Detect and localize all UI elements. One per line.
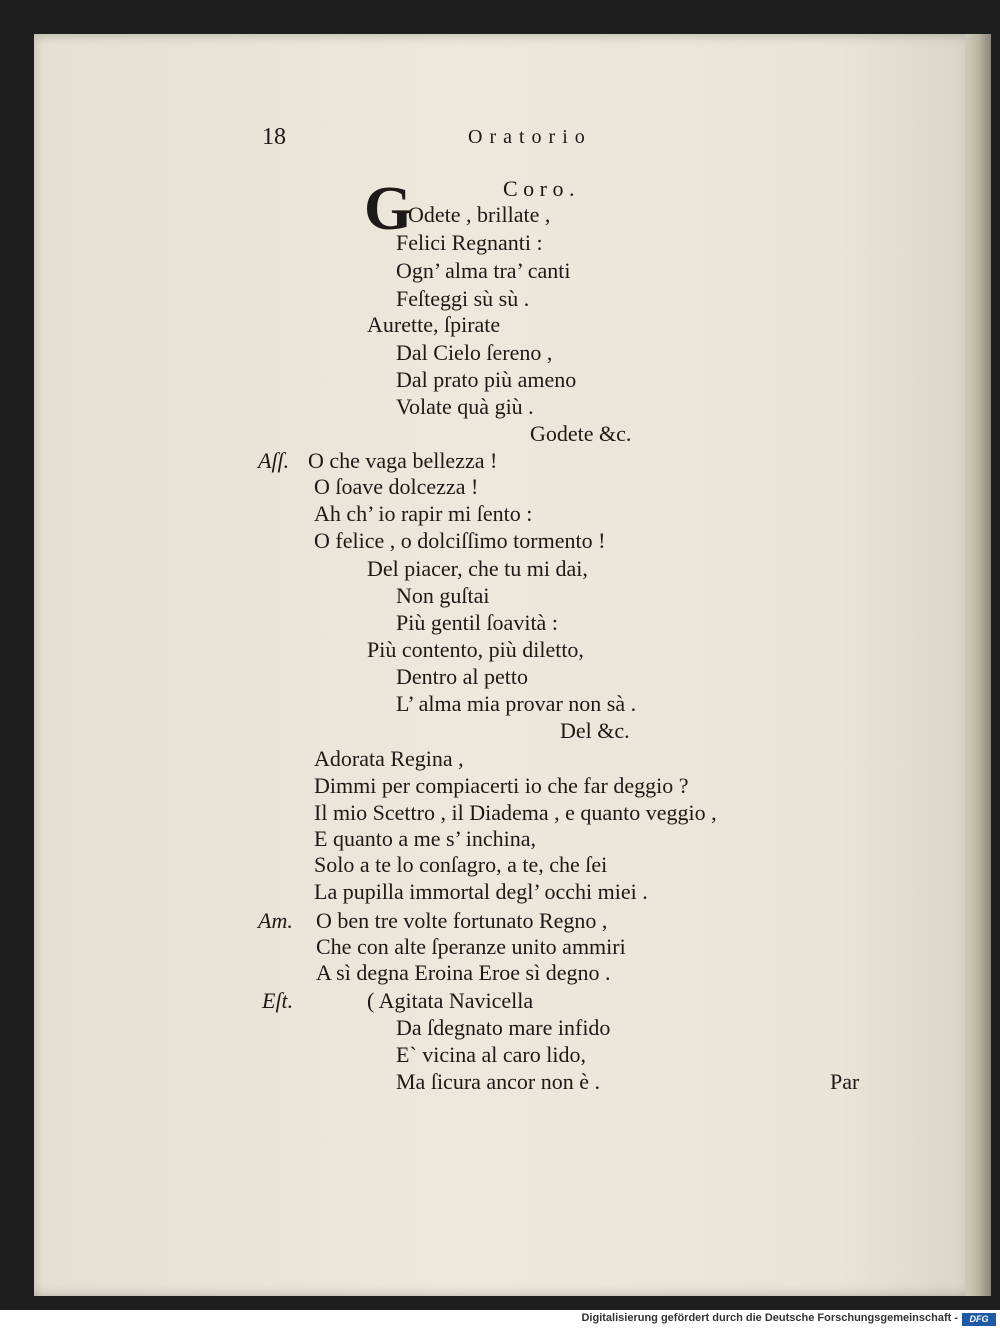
verse-line: O che vaga bellezza !: [308, 448, 498, 473]
verse-line: O ben tre volte fortunato Regno ,: [316, 908, 608, 933]
dfg-logo-icon: DFG: [962, 1313, 996, 1326]
verse-line: Dimmi per compiacerti io che far deggio ?: [314, 773, 689, 798]
verse-line: Ogn’ alma tra’ canti: [396, 258, 571, 283]
verse-line: L’ alma mia provar non sà .: [396, 691, 637, 716]
drop-capital: G: [364, 175, 413, 243]
verse-line: Odete , brillate ,: [408, 202, 551, 227]
verse-line: Dentro al petto: [396, 664, 528, 689]
speaker-label: Aſſ.: [258, 448, 290, 473]
speaker-label: Am.: [258, 908, 293, 933]
page-edge: [965, 34, 991, 1296]
verse-line: Solo a te lo conſagro, a te, che ſei: [314, 852, 608, 877]
verse-line: Il mio Scettro , il Diadema , e quanto veggio ,: [314, 800, 717, 825]
verse-line: Adorata Regina ,: [314, 746, 464, 771]
verse-line: Più contento, più diletto,: [367, 637, 584, 662]
verse-line: Dal prato più ameno: [396, 367, 577, 392]
verse-line: E quanto a me s’ inchina,: [314, 826, 536, 851]
verse-line: Godete &c.: [530, 421, 632, 446]
verse-line: Più gentil ſoavità :: [396, 610, 558, 635]
verse-line: O ſoave dolcezza !: [314, 474, 479, 499]
verse-line: Volate quà giù .: [396, 394, 534, 419]
verse-line: Non guſtai: [396, 583, 490, 608]
footer-bar: [0, 1310, 1000, 1329]
page-number: 18: [262, 124, 286, 150]
verse-line: Felici Regnanti :: [396, 230, 543, 255]
verse-line: Aurette, ſpirate: [367, 312, 501, 337]
verse-line: Da ſdegnato mare infido: [396, 1015, 611, 1040]
chorus-heading: C o r o .: [503, 176, 575, 201]
running-head: O r a t o r i o: [468, 126, 586, 148]
footer-credit: Digitalisierung gefördert durch die Deutsche Forschungsgemeinschaft -: [581, 1312, 958, 1324]
verse-line: Feſteggi sù sù .: [396, 286, 530, 311]
speaker-label: Eſt.: [262, 988, 294, 1013]
verse-line: Del &c.: [560, 718, 630, 743]
verse-line: La pupilla immortal degl’ occhi miei .: [314, 879, 648, 904]
verse-line: A sì degna Eroina Eroe sì degno .: [316, 960, 611, 985]
verse-line: Ah ch’ io rapir mi ſento :: [314, 501, 533, 526]
verse-line: Che con alte ſperanze unito ammiri: [316, 934, 626, 959]
verse-line: O felice , o dolciſſimo tormento !: [314, 528, 606, 553]
verse-line: Ma ſicura ancor non è .: [396, 1069, 601, 1094]
verse-line: ( Agitata Navicella: [367, 988, 534, 1013]
verse-line: Dal Cielo ſereno ,: [396, 340, 553, 365]
catchword: Par: [830, 1069, 860, 1094]
verse-line: E` vicina al caro lido,: [396, 1042, 586, 1067]
verse-line: Del piacer, che tu mi dai,: [367, 556, 588, 581]
